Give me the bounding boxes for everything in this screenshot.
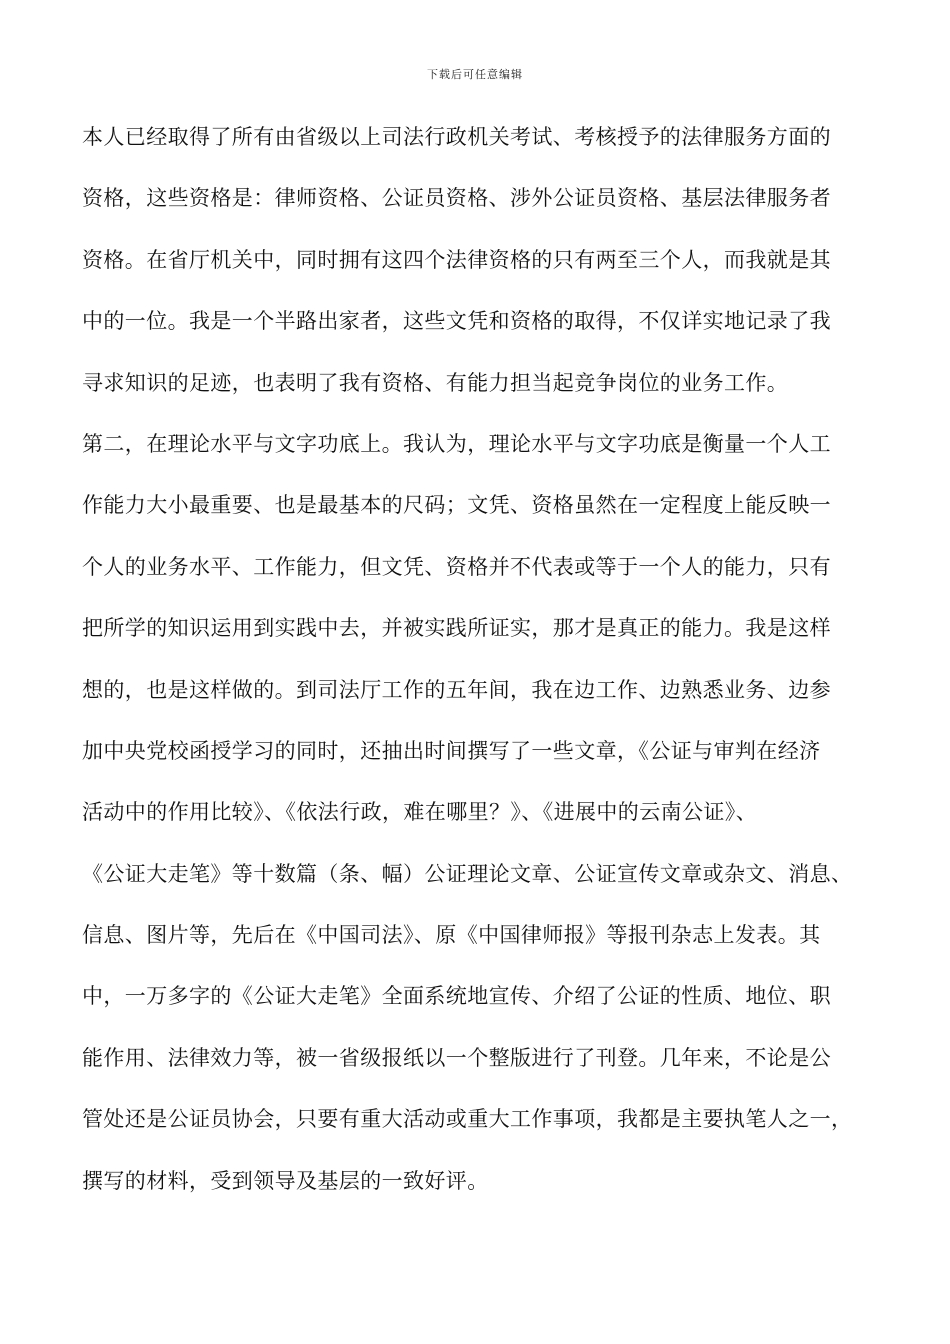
body-line: 信息、图片等，先后在《中国司法》、原《中国律师报》等报刊杂志上发表。其: [82, 923, 821, 948]
body-line: 本人已经取得了所有由省级以上司法行政机关考试、考核授予的法律服务方面的: [82, 125, 831, 149]
body-line: 作能力大小最重要、也是最基本的尺码；文凭、资格虽然在一定程度上能反映一: [82, 493, 831, 518]
body-line: 资格。在省厅机关中，同时拥有这四个法律资格的只有两至三个人，而我就是其: [82, 247, 831, 272]
page-header: 下载后可任意编辑: [427, 68, 523, 81]
body-line: 撰写的材料，受到领导及基层的一致好评。: [82, 1168, 489, 1193]
body-line: 想的，也是这样做的。到司法厅工作的五年间，我在边工作、边熟悉业务、边参: [82, 677, 831, 702]
body-line: 能作用、法律效力等，被一省级报纸以一个整版进行了刊登。几年来，不论是公: [82, 1045, 831, 1070]
body-line: 把所学的知识运用到实践中去，并被实践所证实，那才是真正的能力。我是这样: [82, 616, 831, 641]
document-body: [82, 118, 892, 1223]
body-line: 资格，这些资格是：律师资格、公证员资格、涉外公证员资格、基层法律服务者: [82, 186, 831, 211]
body-line: 加中央党校函授学习的同时，还抽出时间撰写了一些文章，《公证与审判在经济: [82, 738, 821, 763]
body-line: 中，一万多字的《公证大走笔》全面系统地宣传、介绍了公证的性质、地位、职: [82, 984, 831, 1009]
body-line: 第二，在理论水平与文字功底上。我认为，理论水平与文字功底是衡量一个人工: [82, 431, 831, 456]
body-line: 中的一位。我是一个半路出家者，这些文凭和资格的取得，不仅详实地记录了我: [82, 309, 831, 334]
body-line: 寻求知识的足迹，也表明了我有资格、有能力担当起竞争岗位的业务工作。: [82, 370, 789, 395]
body-line: 活动中的作用比较》、《依法行政，难在哪里？》、《进展中的云南公证》、: [82, 800, 758, 825]
body-line: 管处还是公证员协会，只要有重大活动或重大工作事项，我都是主要执笔人之一，: [82, 1107, 853, 1132]
body-line: 个人的业务水平、工作能力，但文凭、资格并不代表或等于一个人的能力，只有: [82, 554, 831, 579]
body-line: 《公证大走笔》等十数篇（条、幅）公证理论文章、公证宣传文章或杂文、消息、: [82, 861, 853, 886]
